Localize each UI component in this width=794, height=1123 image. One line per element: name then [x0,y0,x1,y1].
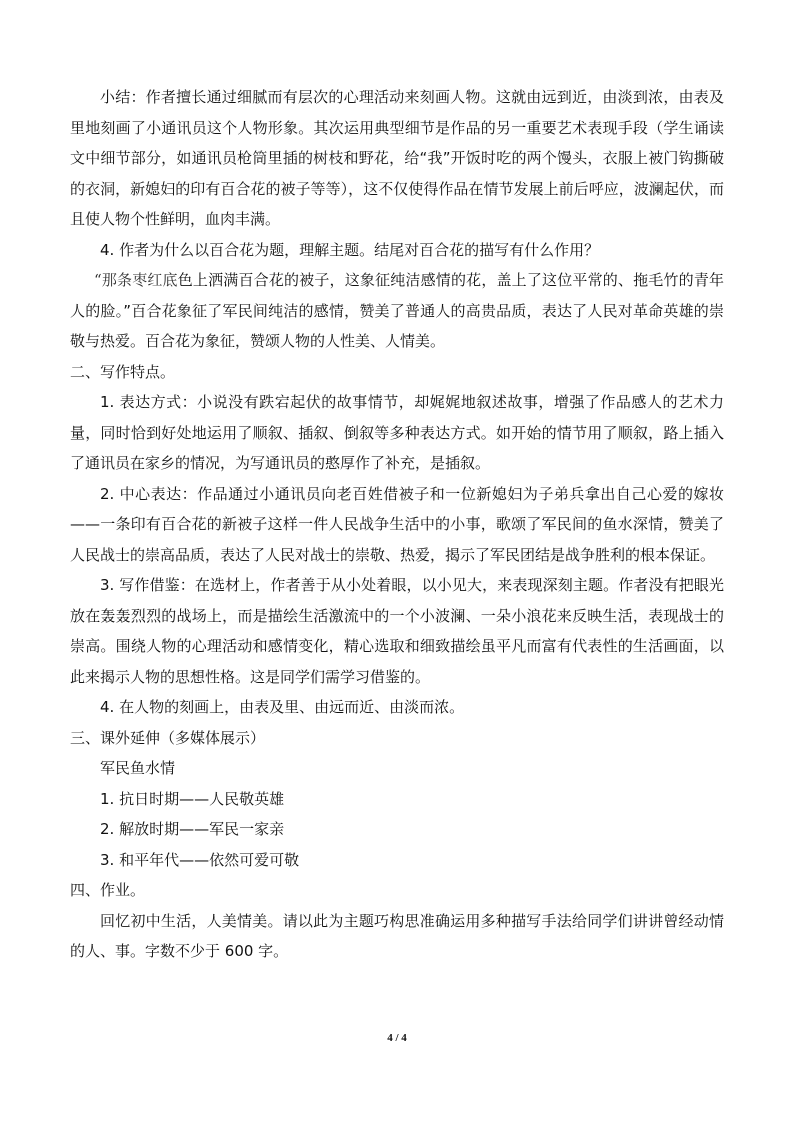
section-2-heading: 二、写作特点。 [70,362,176,381]
question-4-paragraph: 4. 作者为什么以百合花为题，理解主题。结尾对百合花的描写有什么作用？ [100,240,600,259]
page-number: 4 / 4 [387,1032,407,1044]
summary-paragraph: 小结：作者擅长通过细腻而有层次的心理活动来刻画人物。这就由远到近，由淡到浓，由表及里地刻画了小通讯员这个人物形象。其次运用典型细节是作品的另一重要艺术表现手段（学生诵读文中细节部分，如通讯员枪筒里插的树枝和野花，给“我”开饭时吃的两个馒头，衣服上被门钩撕破的衣洞，新媳妇的印有百合花的被子等等），这不仅使得作品在情节发展上前后呼应，波澜起伏，而且使人物个性鲜明，血肉丰满。 [70,88,724,228]
homework-paragraph: 回忆初中生活，人美情美。请以此为主题巧构思准确运用多种描写手法给同学们讲讲曾经动情的人、事。字数不少于 600 字。 [70,911,724,960]
lily-quote-paragraph [70,265,724,357]
section-3-heading: 三、课外延伸（多媒体展示） [70,728,266,747]
feature-1-paragraph: 1. 表达方式：小说没有跌宕起伏的故事情节，却娓娓地叙述故事，增强了作品感人的艺术力量，同时恰到好处地运用了顺叙、插叙、倒叙等多种表达方式。如开始的情节用了顺叙，路上插入了通讯员在家乡的情况，为写通讯员的憨厚作了补充，是插叙。 [70,393,724,472]
section-4-heading: 四、作业。 [70,881,146,899]
quote-body-text: 色上洒满百合花的被子，这象征纯洁感情的花，盖上了这位平常的、拖毛竹的青年人的脸。”百合花象征了军民间纯洁的感情，赞美了普通人的高贵品质，表达了人民对革命英雄的崇敬与热爱。百合花为象征，赞颂人物的人性美、人情美。 [70,271,724,350]
document-body [70,82,724,967]
quote-lead-text: “那条枣红底 [94,271,178,289]
feature-4-paragraph: 4. 在人物的刻画上，由表及里、由远而近、由淡而浓。 [100,698,465,716]
extension-item-1: 1. 抗日时期——人民敬英雄 [100,789,285,808]
feature-2-paragraph: 2. 中心表达：作品通过小通讯员向老百姓借被子和一位新媳妇为子弟兵拿出自己心爱的嫁妆——一条印有百合花的新被子这样一件人民战争生活中的小事，歌颂了军民间的鱼水深情，赞美了人民战士的崇高品质，表达了人民对战士的崇敬、热爱，揭示了军民团结是战争胜利的根本保证。 [70,484,724,564]
extension-item-3: 3. 和平年代——依然可爱可敬 [100,850,300,869]
extension-item-2: 2. 解放时期——军民一家亲 [100,820,285,838]
extension-theme: 军民鱼水情 [100,759,176,777]
feature-3-paragraph: 3. 写作借鉴：在选材上，作者善于从小处着眼，以小见大，来表现深刻主题。作者没有把眼光放在轰轰烈烈的战场上，而是描绘生活激流中的一个小波澜、一朵小浪花来反映生活，表现战士的崇高。围绕人物的心理活动和感情变化，精心选取和细致描绘虽平凡而富有代表性的生活画面，以此来揭示人物的思想性格。这是同学们需学习借鉴的。 [70,576,724,686]
